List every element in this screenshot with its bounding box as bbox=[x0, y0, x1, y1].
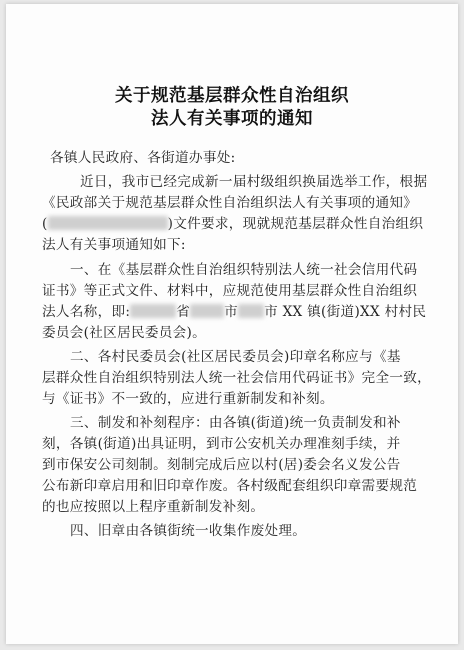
document-title-line-2: 法人有关事项的通知 bbox=[151, 109, 313, 129]
paragraph-2-line-3-end: 市 XX 镇(街道)XX 村村民 bbox=[264, 304, 427, 320]
redacted-block bbox=[238, 304, 264, 318]
paragraph-3-line-3: 与《证书》不一致的，应进行重新制发和补刻。 bbox=[42, 391, 334, 407]
document-page bbox=[6, 4, 458, 644]
paragraph-4-line-3: 到市保安公司刻制。刻制完成后应以村(居)委会名义发公告 bbox=[42, 457, 401, 473]
paragraph-2-province: 省 bbox=[176, 304, 191, 320]
paragraph-4-line-1: 三、制发和补刻程序：由各镇(街道)统一负责制发和补 bbox=[70, 415, 401, 431]
paragraph-5-line-1: 四、旧章由各镇街统一收集作废处理。 bbox=[70, 523, 307, 539]
paragraph-1-line-4: 法人有关事项通知如下: bbox=[42, 237, 186, 253]
redacted-block bbox=[48, 216, 168, 230]
paragraph-2-city: 市 bbox=[224, 304, 239, 320]
paragraph-4-line-5: 的也应按照以上程序重新制发补刻。 bbox=[42, 499, 265, 515]
paragraph-1-line-1: 近日，我市已经完成新一届村级组织换届选举工作，根据 bbox=[80, 174, 428, 190]
paragraph-3-line-2: 层群众性自治组织特别法人统一社会信用代码证书》完全一致， bbox=[42, 370, 432, 386]
paragraph-2-line-1: 一、在《基层群众性自治组织特别法人统一社会信用代码 bbox=[70, 262, 418, 278]
document-title-line-1: 关于规范基层群众性自治组织 bbox=[115, 86, 349, 106]
salutation: 各镇人民政府、各街道办事处: bbox=[50, 150, 236, 166]
paragraph-2-line-4: 委员会(社区居民委员会)。 bbox=[42, 325, 207, 341]
paragraph-2-line-2: 证书》等正式文件、材料中，应规范使用基层群众性自治组织 bbox=[42, 283, 418, 299]
paragraph-1-line-3-start: ( bbox=[42, 216, 48, 232]
paragraph-2-line-3-start: 法人名称，即: bbox=[42, 304, 131, 320]
paragraph-1-line-3 bbox=[42, 214, 423, 234]
paragraph-1-line-3-end: )文件要求，现就规范基层群众性自治组织 bbox=[167, 216, 424, 232]
paragraph-4-line-4: 公布新印章启用和旧印章作废。各村级配套组织印章需要规范 bbox=[42, 478, 418, 494]
paragraph-2-line-3 bbox=[42, 302, 426, 322]
paragraph-3-line-1: 二、各村民委员会(社区居民委员会)印章名称应与《基 bbox=[70, 349, 401, 365]
paragraph-1-line-2: 《民政部关于规范基层群众性自治组织法人有关事项的通知》 bbox=[42, 195, 418, 211]
paragraph-4-line-2: 刻，各镇(街道)出具证明，到市公安机关办理准刻手续，并 bbox=[42, 436, 401, 452]
redacted-block bbox=[190, 304, 224, 318]
redacted-block bbox=[130, 304, 176, 318]
